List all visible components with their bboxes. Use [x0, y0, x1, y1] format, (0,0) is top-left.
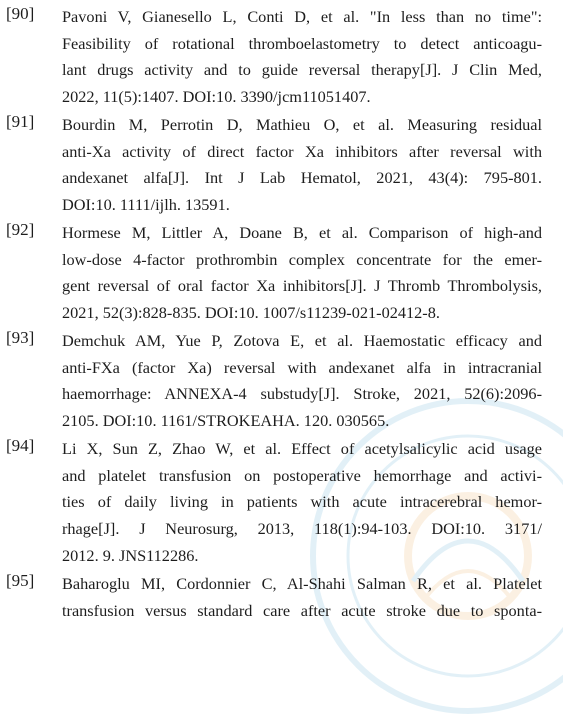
- reference-line: 2022, 11(5):1407. DOI:10. 3390/jcm11051407.: [62, 87, 371, 106]
- reference-number: [92]: [6, 220, 35, 239]
- reference-line: low-dose 4-factor prothrombin complex concentrate for the emer-: [62, 250, 542, 269]
- reference-line: Demchuk AM, Yue P, Zotova E, et al. Haemostatic efficacy and: [62, 331, 542, 350]
- reference-line: ties of daily living in patients with acute intracerebral hemor-: [62, 492, 542, 511]
- reference-line: and platelet transfusion on postoperative hemorrhage and activi-: [62, 466, 542, 485]
- reference-number: [94]: [6, 436, 35, 455]
- reference-line: 2105. DOI:10. 1161/STROKEAHA. 120. 030565.: [62, 411, 390, 430]
- reference-number: [93]: [6, 328, 35, 347]
- reference-line: anti-Xa activity of direct factor Xa inhibitors after reversal with: [62, 142, 542, 161]
- reference-line: Feasibility of rotational thromboelastometry to detect anticoagu-: [62, 34, 542, 53]
- reference-line: andexanet alfa[J]. Int J Lab Hematol, 2021, 43(4): 795-801.: [62, 168, 542, 187]
- reference-line: anti-FXa (factor Xa) reversal with andexanet alfa in intracranial: [62, 358, 542, 377]
- reference-number: [90]: [6, 4, 35, 23]
- reference-line: rhage[J]. J Neurosurg, 2013, 118(1):94-103. DOI:10. 3171/: [62, 519, 542, 538]
- reference-line: haemorrhage: ANNEXA-4 substudy[J]. Stroke, 2021, 52(6):2096-: [62, 384, 542, 403]
- reference-line: 2012. 9. JNS112286.: [62, 546, 199, 565]
- reference-number: [95]: [6, 571, 35, 590]
- reference-line: Bourdin M, Perrotin D, Mathieu O, et al. Measuring residual: [62, 115, 542, 134]
- reference-number: [91]: [6, 112, 35, 131]
- reference-line: Li X, Sun Z, Zhao W, et al. Effect of acetylsalicylic acid usage: [62, 439, 542, 458]
- reference-line: 2021, 52(3):828-835. DOI:10. 1007/s11239-021-02412-8.: [62, 303, 440, 322]
- reference-line: Baharoglu MI, Cordonnier C, Al-Shahi Salman R, et al. Platelet: [62, 574, 542, 593]
- reference-line: transfusion versus standard care after acute stroke due to sponta-: [62, 601, 542, 620]
- reference-line: Pavoni V, Gianesello L, Conti D, et al. "In less than no time":: [62, 7, 542, 26]
- reference-line: lant drugs activity and to guide reversal therapy[J]. J Clin Med,: [62, 60, 542, 79]
- reference-line: Hormese M, Littler A, Doane B, et al. Comparison of high-and: [62, 223, 542, 242]
- reference-line: DOI:10. 1111/ijlh. 13591.: [62, 195, 230, 214]
- reference-line: gent reversal of oral factor Xa inhibitors[J]. J Thromb Thrombolysis,: [62, 276, 542, 295]
